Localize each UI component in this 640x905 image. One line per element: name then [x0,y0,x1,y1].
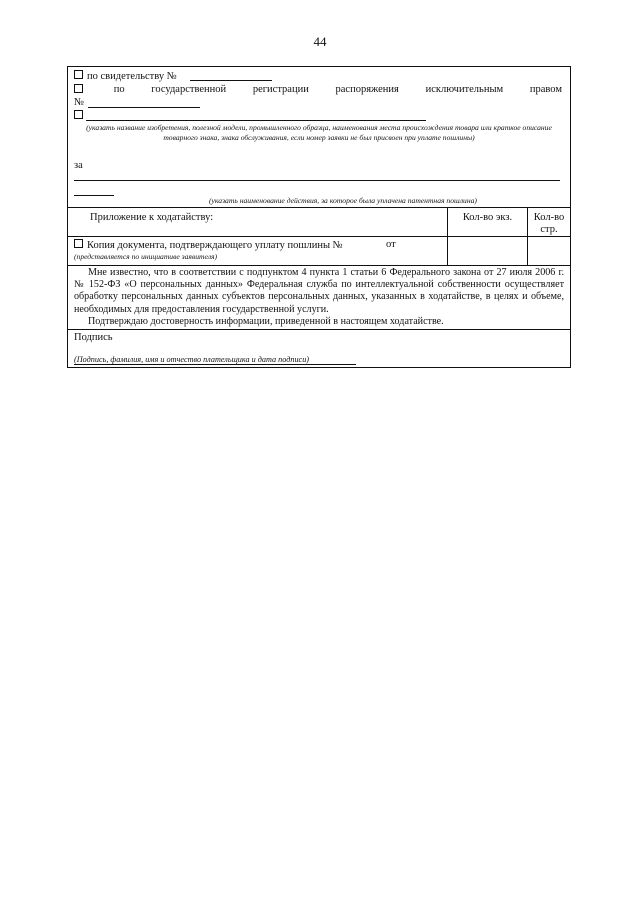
petition-form [67,66,571,368]
registration-word: по [113,84,125,95]
registration-number-field[interactable] [88,107,200,108]
object-name-instruction: (указать название изобретения, полезной модели, промышленного образца, наименования места происхождения товара или краткое описание товарного знака, знака обслуживания, если номер заявки не был присвоен при уплате пошлины) [86,123,552,142]
registration-number-label: № [74,97,85,108]
pages-column-header-2: стр. [540,224,558,235]
registration-option[interactable] [74,84,562,97]
checkbox-icon[interactable] [74,70,83,79]
patent-options-section [68,67,570,207]
registration-word: регистрации [252,84,309,95]
signature-label: Подпись [74,332,113,343]
copies-column-header: Кол-во экз. [462,212,513,223]
signature-note-underline [74,364,356,365]
payment-copy-item[interactable] [74,239,343,252]
registration-word: государственной [151,84,227,95]
consent-paragraph: Мне известно, что в соответствии с подпунктом 4 пункта 1 статьи 6 Федерального закона от 27 июля 2006 г. № 152-ФЗ «О персональных данных» Федеральная служба по интеллектуальной собственности осуществляет обработку персональных данных субъектов персональных данных, указанных в ходатайстве, в целях и объеме, необходимых для предоставления государственной услуги. [74,267,564,315]
page-number: 44 [313,34,327,49]
attachments-table [68,207,570,265]
pages-count-cell[interactable] [528,237,570,265]
registration-word: распоряжения [335,84,399,95]
attachments-header: Приложение к ходатайству: [90,212,214,223]
checkbox-icon[interactable] [74,110,83,119]
action-name-field-cont[interactable] [74,195,114,196]
action-name-instruction: (указать наименование действия, за которое была уплачена патентная пошлина) [209,196,477,205]
payment-date-label: от [386,239,396,250]
certificate-option[interactable] [74,70,177,83]
other-option[interactable] [74,110,87,123]
copies-count-cell[interactable] [448,237,527,265]
pages-column-header: Кол-во [533,212,565,223]
signature-note: (Подпись, фамилия, имя и отчество плательщика и дата подписи) [74,355,310,364]
certificate-option-label: по свидетельству № [87,71,177,82]
signature-section [68,329,570,369]
registration-word: исключительным [425,84,504,95]
certificate-number-field[interactable] [190,80,272,81]
checkbox-icon[interactable] [74,239,83,248]
payment-copy-note: (представляется по инициативе заявителя) [74,252,218,261]
checkbox-icon[interactable] [74,84,83,93]
object-name-field[interactable] [86,120,426,121]
payment-copy-label: Копия документа, подтверждающего уплату пошлины № [87,240,343,251]
consent-section [68,265,570,329]
registration-word: правом [529,84,562,95]
action-name-field[interactable] [74,180,560,181]
signature-field[interactable] [128,331,558,353]
for-label: за [74,160,83,171]
confirmation-text: Подтверждаю достоверность информации, приведенной в настоящем ходатайстве. [88,316,444,327]
